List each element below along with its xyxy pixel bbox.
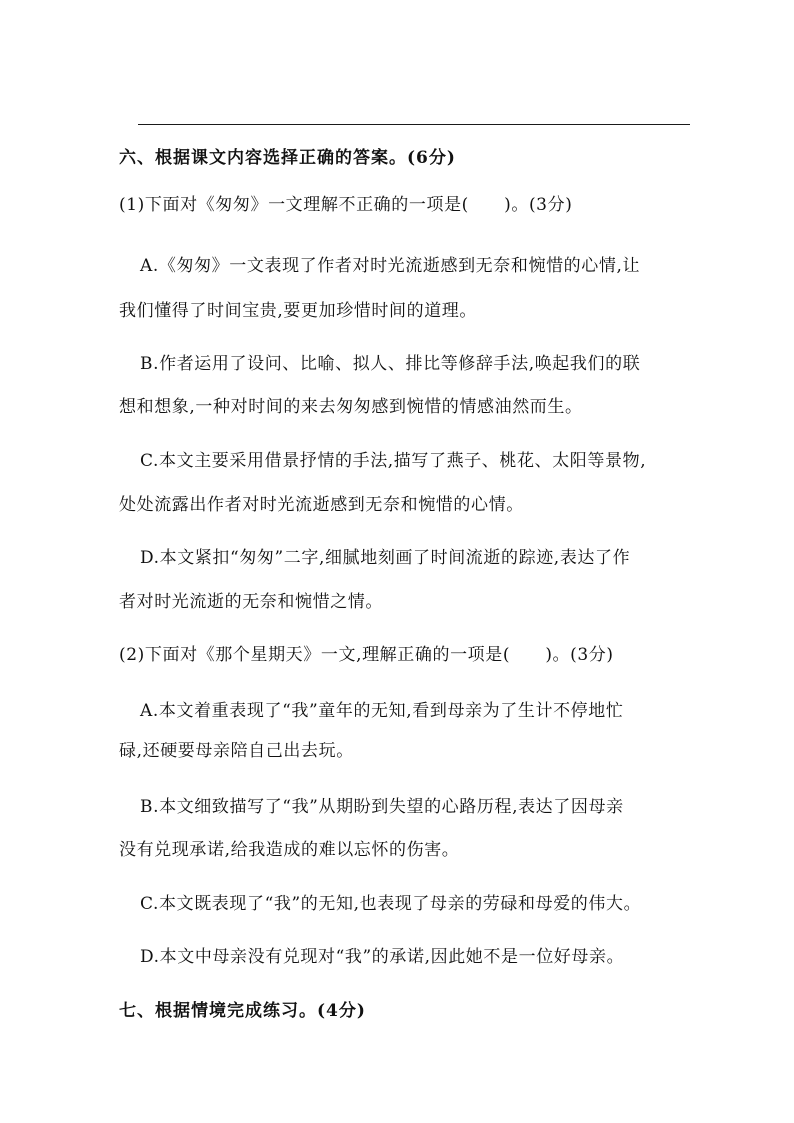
q2-option-d-line1: D.本文中母亲没有兑现对“我”的承诺,因此她不是一位好母亲。 [140,947,625,967]
q1-option-c-line2: 处处流露出作者对时光流逝感到无奈和惋惜的心情。 [119,495,524,515]
q2-option-b-line1: B.本文细致描写了“我”从期盼到失望的心路历程,表达了因母亲 [140,797,624,817]
q1-option-c-line1: C.本文主要采用借景抒情的手法,描写了燕子、桃花、太阳等景物, [140,451,647,471]
q1-option-d-line1: D.本文紧扣“匆匆”二字,细腻地刻画了时间流逝的踪迹,表达了作 [140,548,631,568]
q1-option-d-line2: 者对时光流逝的无奈和惋惜之情。 [119,592,383,612]
q1-option-a-line1: A.《匆匆》一文表现了作者对时光流逝感到无奈和惋惜的心情,让 [140,256,641,276]
answer-line [138,124,690,125]
q1-option-b-line2: 想和想象,一种对时间的来去匆匆感到惋惜的情感油然而生。 [119,397,583,417]
q1-option-b-line1: B.作者运用了设问、比喻、拟人、排比等修辞手法,唤起我们的联 [140,354,641,374]
q2-option-a-line2: 碌,还硬要母亲陪自己出去玩。 [119,741,354,761]
q2-option-c-line1: C.本文既表现了“我”的无知,也表现了母亲的劳碌和母爱的伟大。 [140,894,642,914]
q1-option-a-line2: 我们懂得了时间宝贵,要更加珍惜时间的道理。 [119,301,478,321]
q2-option-a-line1: A.本文着重表现了“我”童年的无知,看到母亲为了生计不停地忙 [140,701,624,721]
section-6-title: 六、根据课文内容选择正确的答案。(6分) [119,148,456,168]
section-7-title: 七、根据情境完成练习。(4分) [119,1001,366,1021]
question-1-stem: (1)下面对《匆匆》一文理解不正确的一项是( )。(3分) [119,195,573,215]
question-2-stem: (2)下面对《那个星期天》一文,理解正确的一项是( )。(3分) [119,645,614,665]
q2-option-b-line2: 没有兑现承诺,给我造成的难以忘怀的伤害。 [119,840,460,860]
